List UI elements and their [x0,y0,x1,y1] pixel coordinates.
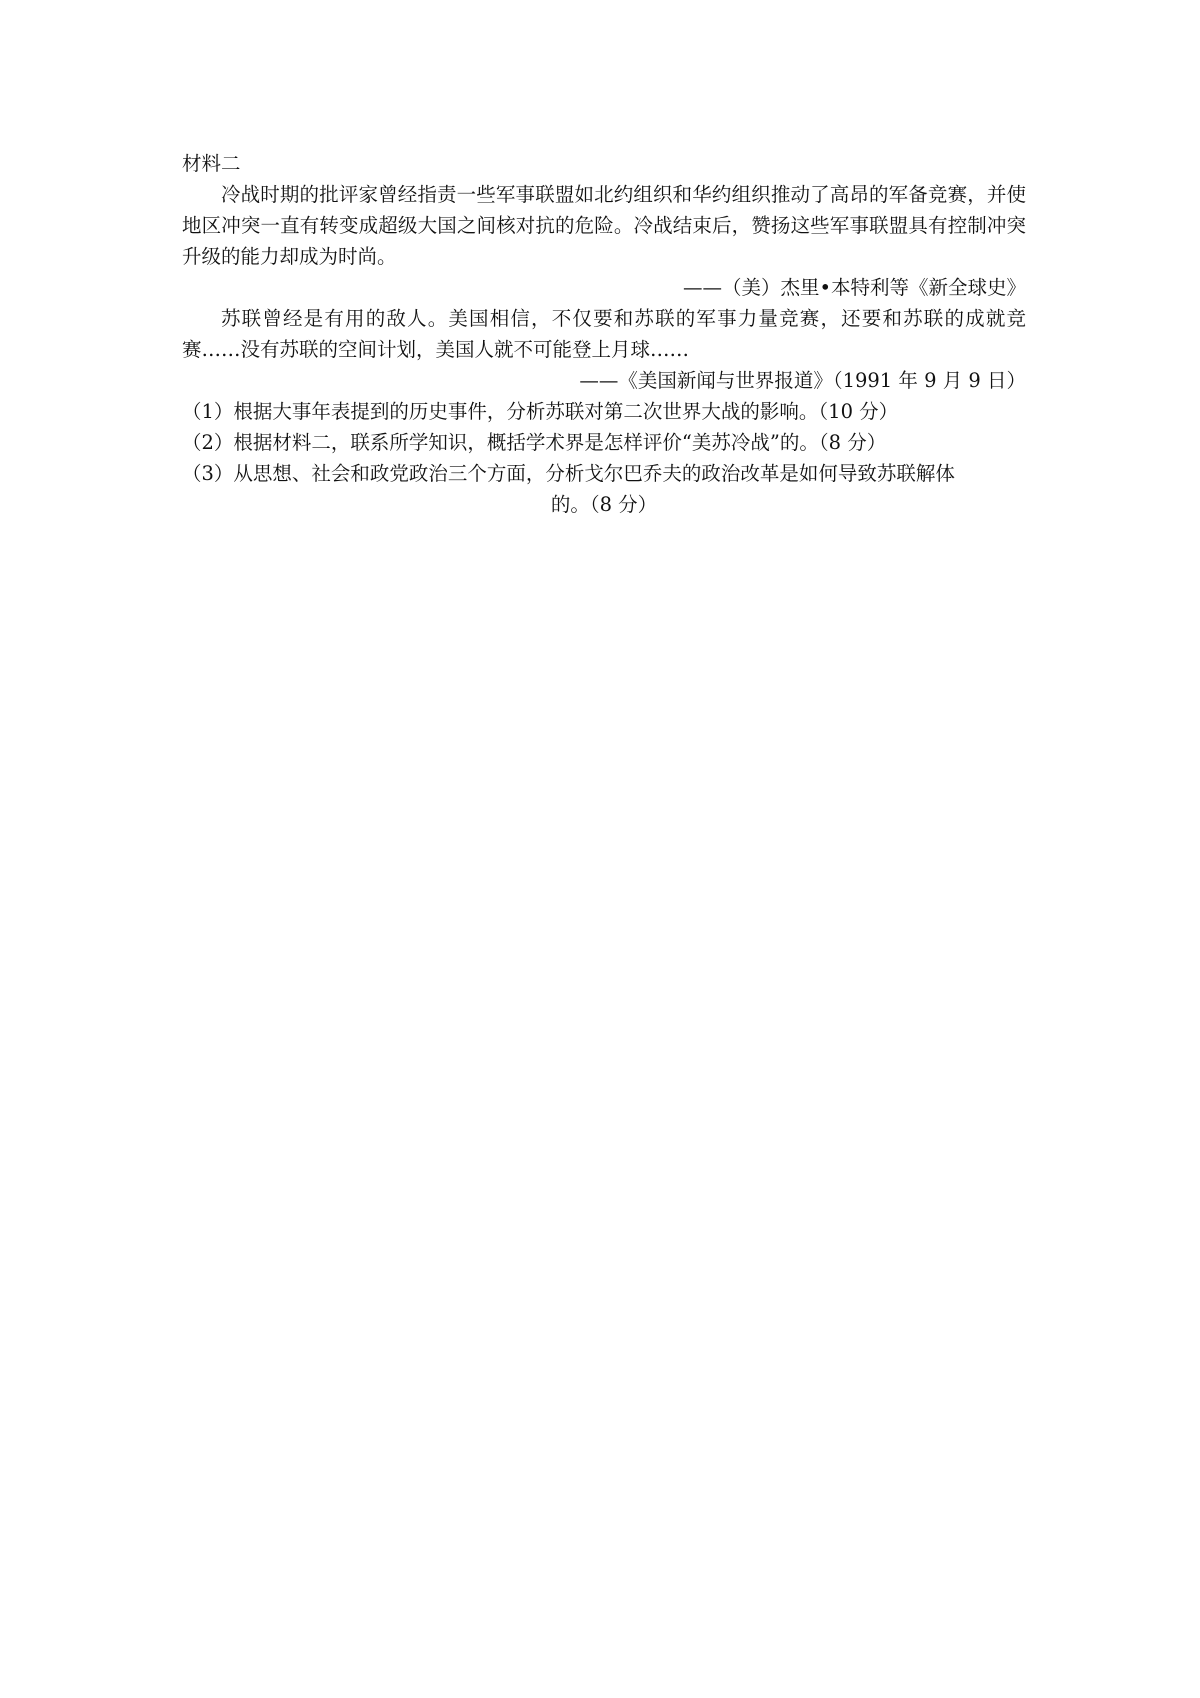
document-page [182,148,1026,520]
material-source-2: ——《美国新闻与世界报道》（1991 年 9 月 9 日） [579,369,1026,392]
question-3-continuation: 的。（8 分） [550,493,658,516]
material-paragraph-2: 苏联曾经是有用的敌人。美国相信，不仅要和苏联的军事力量竞赛，还要和苏联的成就竞赛……没有苏联的空间计划，美国人就不可能登上月球…… [182,307,1026,361]
material-paragraph-1: 冷战时期的批评家曾经指责一些军事联盟如北约组织和华约组织推动了高昂的军备竞赛，并使地区冲突一直有转变成超级大国之间核对抗的危险。冷战结束后，赞扬这些军事联盟具有控制冲突升级的能力却成为时尚。 [182,183,1026,268]
question-1: （1）根据大事年表提到的历史事件，分析苏联对第二次世界大战的影响。（10 分） [182,400,899,423]
material-heading: 材料二 [182,152,241,175]
question-3: （3）从思想、社会和政党政治三个方面，分析戈尔巴乔夫的政治改革是如何导致苏联解体 [182,462,955,485]
question-2: （2）根据材料二，联系所学知识，概括学术界是怎样评价“美苏冷战”的。（8 分） [182,431,887,454]
material-source-1: ——（美）杰里•本特利等《新全球史》 [682,276,1026,299]
